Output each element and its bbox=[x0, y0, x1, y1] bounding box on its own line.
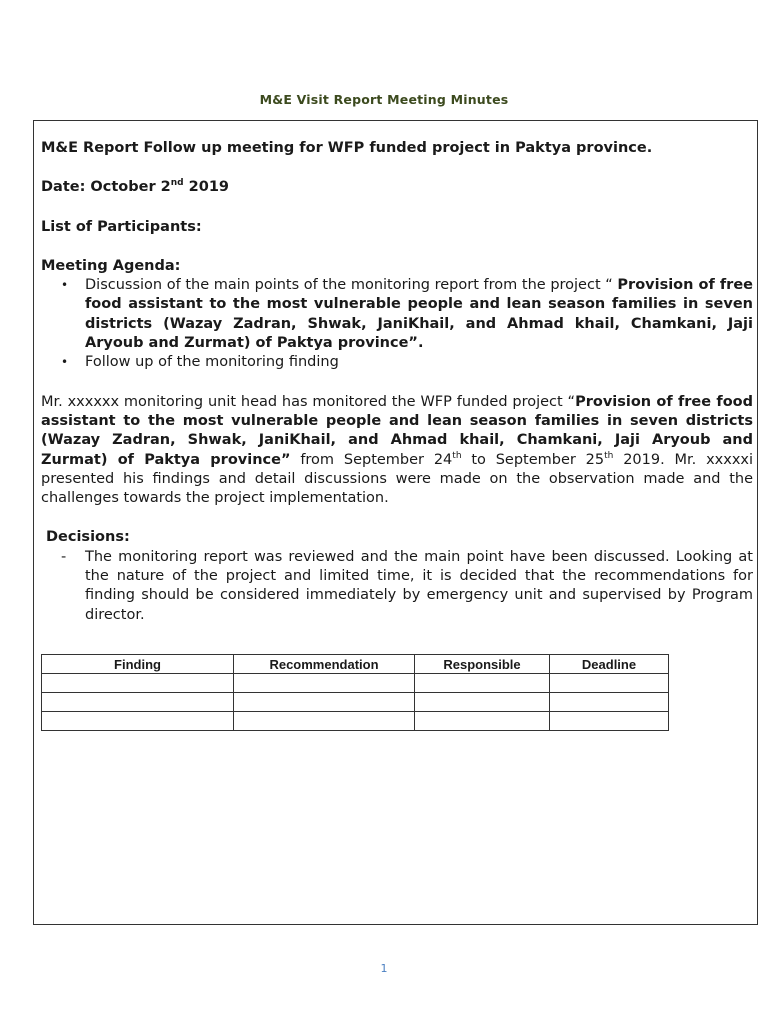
dash-icon: - bbox=[61, 548, 67, 565]
table-row bbox=[42, 712, 669, 731]
table-header-row bbox=[42, 655, 669, 674]
findings-table bbox=[41, 654, 669, 731]
col-responsible: Responsible bbox=[415, 655, 550, 674]
col-recommendation: Recommendation bbox=[234, 655, 415, 674]
summary-text-from: from September 24 bbox=[290, 451, 453, 468]
agenda-item bbox=[61, 276, 754, 353]
agenda-item bbox=[61, 353, 753, 372]
decisions-list bbox=[41, 548, 753, 625]
table-cell[interactable] bbox=[234, 674, 415, 693]
table-cell[interactable] bbox=[550, 712, 669, 731]
table-cell[interactable] bbox=[550, 693, 669, 712]
summary-sup: th bbox=[604, 450, 614, 461]
page-number: 1 bbox=[380, 962, 388, 975]
col-finding: Finding bbox=[42, 655, 234, 674]
agenda-list bbox=[41, 276, 753, 372]
agenda-item-text: Follow up of the monitoring finding bbox=[85, 354, 339, 371]
date-suffix: nd bbox=[170, 178, 184, 189]
decisions-label: Decisions: bbox=[46, 529, 130, 546]
agenda-label: Meeting Agenda: bbox=[41, 257, 181, 274]
table-row bbox=[42, 674, 669, 693]
summary-paragraph bbox=[41, 393, 753, 509]
summary-text: Mr. xxxxxx monitoring unit head has monitored the WFP funded project “ bbox=[41, 393, 576, 410]
col-deadline: Deadline bbox=[550, 655, 669, 674]
report-heading: M&E Report Follow up meeting for WFP funded project in Paktya province. bbox=[41, 140, 653, 156]
table-cell[interactable] bbox=[42, 693, 234, 712]
decision-text: The monitoring report was reviewed and the main point have been discussed. Looking at the nature of the project and limited time, it is decided that the recommendations for finding should be considered immediately by emergency unit and supervised by Program director. bbox=[85, 548, 753, 623]
table-cell[interactable] bbox=[234, 693, 415, 712]
bullet-icon: • bbox=[61, 278, 69, 293]
table-cell[interactable] bbox=[415, 712, 550, 731]
summary-text-to: to September 25 bbox=[461, 451, 605, 468]
table-row bbox=[42, 693, 669, 712]
agenda-item-project-title: Provision of free food assistant to the most vulnerable people and lean season families in seven districts (Wazay Zadran, Shwak, JaniKhail, and Ahmad khail, Chamkani, Jaji Aryoub and Zurmat) of Paktya province”. bbox=[85, 277, 754, 352]
decision-item bbox=[61, 548, 753, 625]
table-cell[interactable] bbox=[234, 712, 415, 731]
table-cell[interactable] bbox=[42, 674, 234, 693]
summary-project-title: Provision of free food assistant to the most vulnerable people and lean season families in seven districts (Wazay Zadran, Shwak, JaniKhail, and Ahmad khail, Chamkani, Jaji Aryoub and Zurmat) of Paktya province” bbox=[41, 393, 753, 468]
table-cell[interactable] bbox=[415, 693, 550, 712]
date-label: Date: October 2 bbox=[41, 179, 171, 196]
agenda-item-text: Discussion of the main points of the monitoring report from the project “ bbox=[85, 277, 618, 294]
report-content bbox=[41, 139, 753, 625]
bullet-icon: • bbox=[61, 355, 69, 370]
report-frame bbox=[33, 120, 758, 925]
participants-label: List of Participants: bbox=[41, 218, 202, 235]
summary-text-end: 2019. Mr. xxxxxi presented his findings and detail discussions were made on the observation made and the challenges towards the project implementation. bbox=[41, 451, 754, 507]
document-header: M&E Visit Report Meeting Minutes bbox=[259, 92, 509, 107]
date-year: 2019 bbox=[183, 179, 230, 196]
table-cell[interactable] bbox=[550, 674, 669, 693]
table-cell[interactable] bbox=[42, 712, 234, 731]
meeting-date bbox=[41, 178, 753, 197]
summary-sup: th bbox=[452, 450, 462, 461]
table-cell[interactable] bbox=[415, 674, 550, 693]
